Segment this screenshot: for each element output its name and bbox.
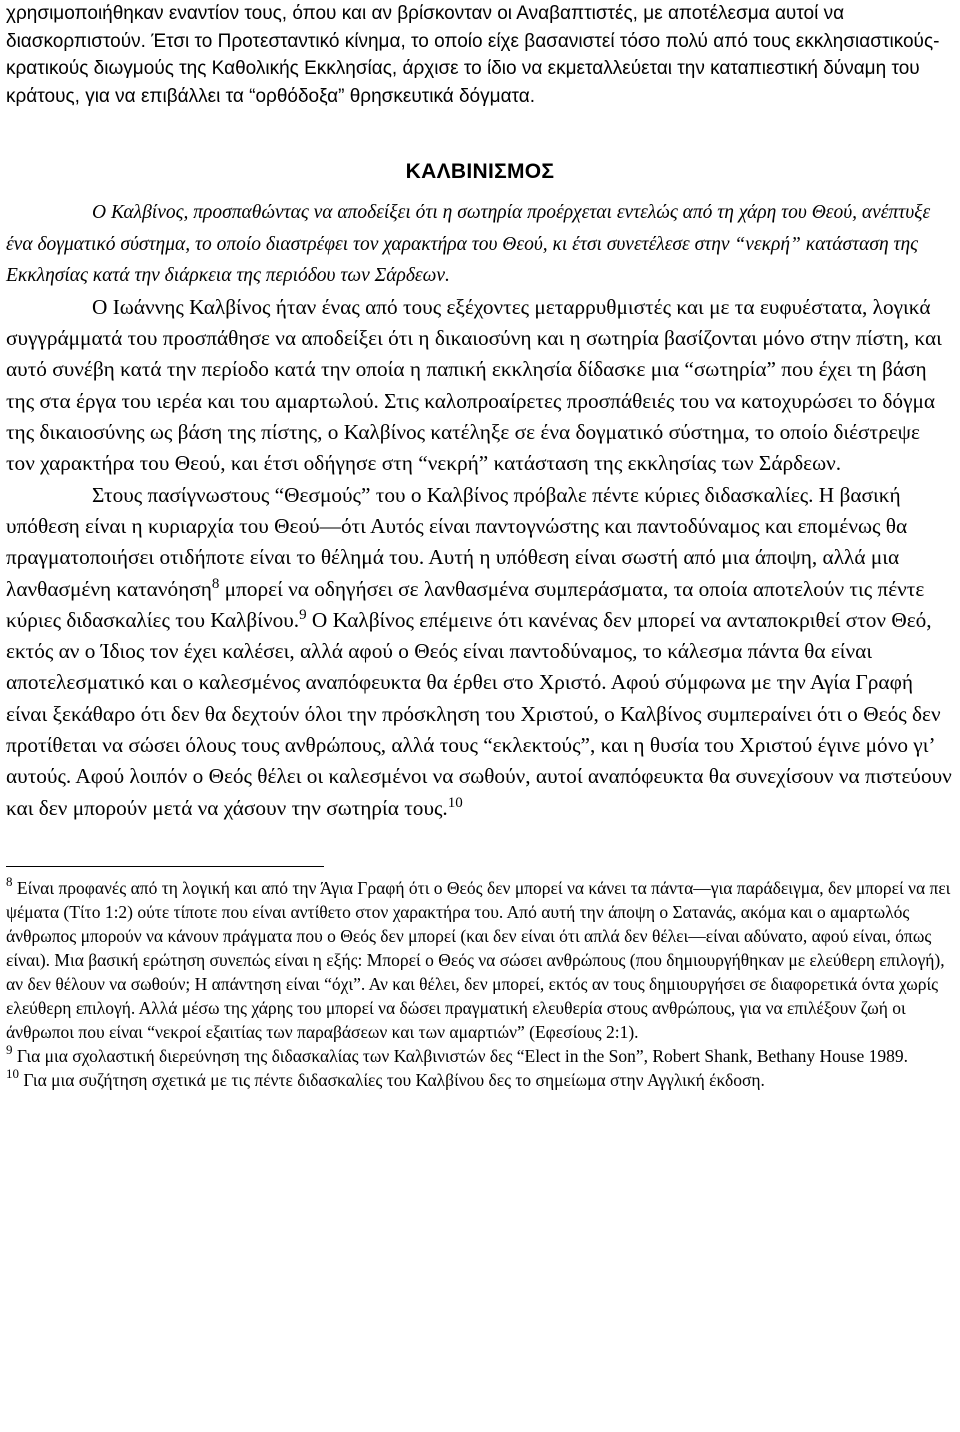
footnote-divider [6,866,324,867]
footnote-text: Είναι προφανές από τη λογική και από την Άγια Γραφή ότι ο Θεός δεν μπορεί να κάνει τα πάντα—για παράδειγμα, δεν μπορεί να πει ψέματα (Τίτο 1:2) ούτε τίποτε που είναι αντίθετο στον χαρακτήρα του. Από αυτή την άποψη ο Σατανάς, ακόμα και ο αμαρτωλός άνθρωπος μπορούν να κάνουν πράγματα που ο Θεός δεν μπορεί (και δεν είναι ότι απλά δεν θέλει—είναι αδύνατο, αφού είναι, όπως είναι). Μια βασική ερώτηση συνεπώς είναι η εξής: Μπορεί ο Θεός να σώσει ανθρώπους (που δημιουργήθηκαν με ελεύθερη επιλογή), αν δεν θέλουν να σωθούν; Η απάντηση είναι “όχι”. Αν και θέλει, δεν μπορεί, εκτός αν τους δημιουργήσει σε διαφορετικά όντα χωρίς ελεύθερη επιλογή. Αλλά μέσω της χάρης του μπορεί να δώσει πραγματική ελευθερία στους ανθρώπους, για να επιλέξουν ζωή οι άνθρωποι που είναι “νεκροί εξαιτίας των παραβάσεων και των αμαρτιών” (Εφεσίους 2:1). [6,877,951,1042]
section-abstract: Ο Καλβίνος, προσπαθώντας να αποδείξει ότι η σωτηρία προέρχεται εντελώς από τη χάρη του Θεού, ανέπτυξε ένα δογματικό σύστημα, το οποίο διαστρέφει τον χαρακτήρα του Θεού, κι έτσι συνετέλεσε στην “νεκρή” κατάσταση της Εκκλησίας κατά την διάρκεια της περιόδου των Σάρδεων. [6,202,931,287]
body-paragraph-1: Ο Ιωάννης Καλβίνος ήταν ένας από τους εξέχοντες μεταρρυθμιστές και με τα ευφυέστατα, λογικά συγγράμματά του προσπάθησε να αποδείξει ότι η δικαιοσύνη και η σωτηρία βασίζονται μόνο στην πίστη, και αυτό συνέβη κατά την περίοδο κατά την οποία η παπική εκκλησία δίδασκε μια “σωτηρία” που έχει τη βάση της στα έργα του ιερέα και του αμαρτωλού. Στις καλοπροαίρετες προσπάθειές του να κατοχυρώσει το δόγμα της δικαιοσύνης ως βάση της πίστης, ο Καλβίνος κατέληξε σε ένα δογματικό σύστημα, το οποίο διέστρεψε τον χαρακτήρα του Θεού, και έτσι οδήγησε στη “νεκρή” κατάσταση της εκκλησίας των Σάρδεων. [6,294,942,476]
footnote-text: Για μια σχολαστική διερεύνηση της διδασκαλίας των Καλβινιστών δες “Elect in the Son”, Robert Shank, Bethany House 1989. [12,1045,908,1066]
footnote-number: 8 [6,874,13,890]
body-paragraph-2 [6,480,954,824]
footnote-number: 9 [6,1042,13,1058]
paragraph-text: Ο Καλβίνος επέμεινε ότι κανένας δεν μπορεί να ανταποκριθεί στον Θεό, εκτός αν ο Ίδιος τον έχει καλέσει, αλλά αφού ο Θεός είναι παντοδύναμος, το κάλεσμα πάντα θα είναι αποτελεσματικό και ο καλεσμένος αναπόφευκτα θα έρθει στο Χριστό. Αφού σύμφωνα με την Αγία Γραφή είναι ξεκάθαρο ότι δεν θα δεχτούν όλοι την πρόσκληση του Χριστού, ο Καλβίνος συμπεραίνει ότι ο Θεός δεν προτίθεται να σώσει όλους τους ανθρώπους, αλλά τους “εκλεκτούς”, και η θυσία του Χριστού έγινε μόνο γι’ αυτούς. Αφού λοιπόν ο Θεός θέλει οι καλεσμένοι να σωθούν, αυτοί αναπόφευκτα θα συνεχίσουν να πιστεύουν και δεν μπορούν μετά να χάσουν την σωτηρία τους. [6,607,952,820]
footnote-9 [6,1044,954,1068]
footnote-text: Για μια συζήτηση σχετικά με τις πέντε διδασκαλίες του Καλβίνου δες το σημείωμα στην Αγγλική έκδοση. [19,1069,765,1090]
footnote-number: 10 [6,1066,19,1082]
section-heading: ΚΑΛΒΙΝΙΣΜΟΣ [405,160,555,184]
footnote-reference-8[interactable]: 8 [211,575,220,592]
footnote-8 [6,876,954,1044]
paragraph-text: Στους πασίγνωστους “Θεσμούς” του ο Καλβίνος πρόβαλε πέντε κύριες διδασκαλίες. Η βασική υπόθεση είναι η κυριαρχία του Θεού—ότι Αυτός είναι παντογνώστης και παντοδύναμος και επομένως θα πραγματοποιήσει οτιδήποτε είναι το θέλημά του. Αυτή η υπόθεση είναι σωστή από μια άποψη, αλλά μια λανθασμένη κατανόηση [6,482,908,601]
intro-paragraph: χρησιμοποιήθηκαν εναντίον τους, όπου και αν βρίσκονταν οι Αναβαπτιστές, με αποτέλεσμα αυτοί να διασκορπιστούν. Έτσι το Προτεσταντικό κίνημα, το οποίο είχε βασανιστεί τόσο πολύ από τους εκκλησιαστικούς-κρατικούς διωγμούς της Καθολικής Εκκλησίας, άρχισε το ίδιο να εκμεταλλεύεται την καταπιεστική δύναμη του κράτους, για να επιβάλλει τα “ορθόδοξα” θρησκευτικά δόγματα. [6,3,940,107]
footnote-10 [6,1068,954,1092]
footnote-reference-10[interactable]: 10 [447,794,463,811]
paragraph-text: μπορεί να οδηγήσει σε λανθασμένα συμπεράσματα, τα οποία αποτελούν τις πέντε κύριες διδασκαλίες του Καλβίνου. [6,576,925,632]
footnote-reference-9[interactable]: 9 [299,606,307,623]
